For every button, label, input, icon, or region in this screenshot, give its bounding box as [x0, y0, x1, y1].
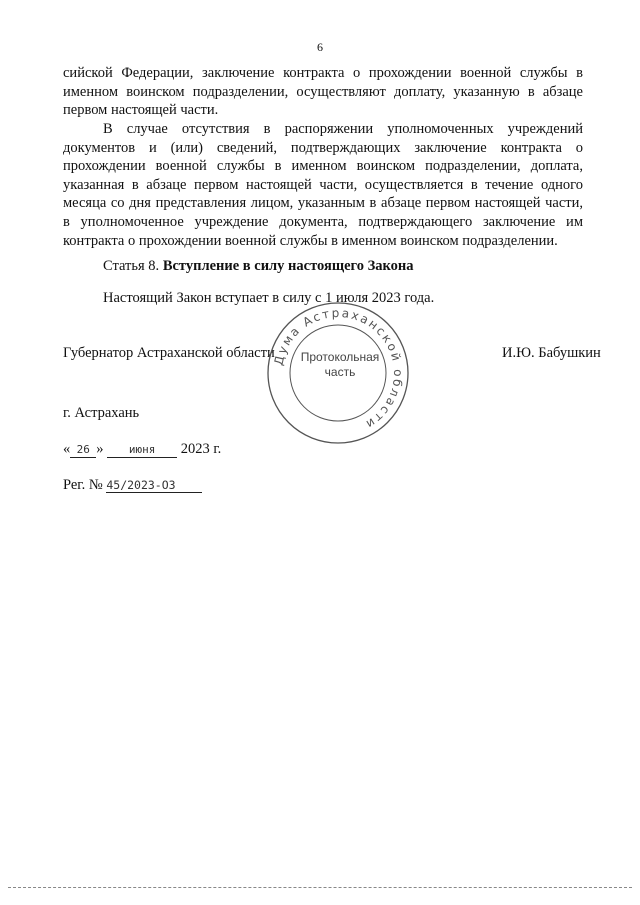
- registration-number: 45/2023-ОЗ: [106, 478, 202, 493]
- signer-name: И.Ю. Бабушкин: [502, 345, 601, 361]
- registration: [63, 477, 202, 494]
- seal-ring-text: Дума Астраханской области: [271, 305, 406, 433]
- article-heading: [103, 258, 414, 275]
- page-number: 6: [317, 40, 323, 54]
- seal-line-2: часть: [324, 365, 356, 379]
- paragraph-absence-of-documents: В случае отсутствия в распоряжении уполномоченных учреждений документов и (или) сведений, подтверждающих заключение контракта о прохождении военной службы в именном воинском подразделении, доплата, указанная в абзаце первом настоящей части, осуществляется в течение одного месяца со дня представления лицом, указанным в абзаце первом настоящей части, в уполномоченное учреждение документа, подтверждающего заключение им контракта о прохождении военной службы в именном воинском подразделении.: [63, 121, 583, 249]
- effective-date-text: Настоящий Закон вступает в силу с 1 июля 2023 года.: [103, 290, 435, 306]
- seal-center-text: [298, 350, 382, 380]
- city: г. Астрахань: [63, 405, 140, 421]
- date-open-quote: «: [63, 441, 71, 457]
- signing-date: [63, 441, 221, 458]
- date-close-quote: »: [96, 441, 104, 457]
- article-number: Статья 8.: [103, 258, 160, 274]
- page-bottom-rule: [8, 887, 632, 888]
- signer-position: Губернатор Астраханской области: [63, 345, 275, 361]
- registration-label: Рег. №: [63, 477, 103, 493]
- seal-line-1: Протокольная: [300, 350, 380, 364]
- date-day: 26: [70, 443, 96, 458]
- date-month: июня: [107, 443, 177, 458]
- date-year: 2023 г.: [180, 441, 222, 457]
- paragraph-continuation: сийской Федерации, заключение контракта о прохождении военной службы в именном воинском подразделении, осуществляют доплату, указанную в абзаце первом настоящей части.: [63, 65, 583, 119]
- article-title: Вступление в силу настоящего Закона: [162, 258, 414, 274]
